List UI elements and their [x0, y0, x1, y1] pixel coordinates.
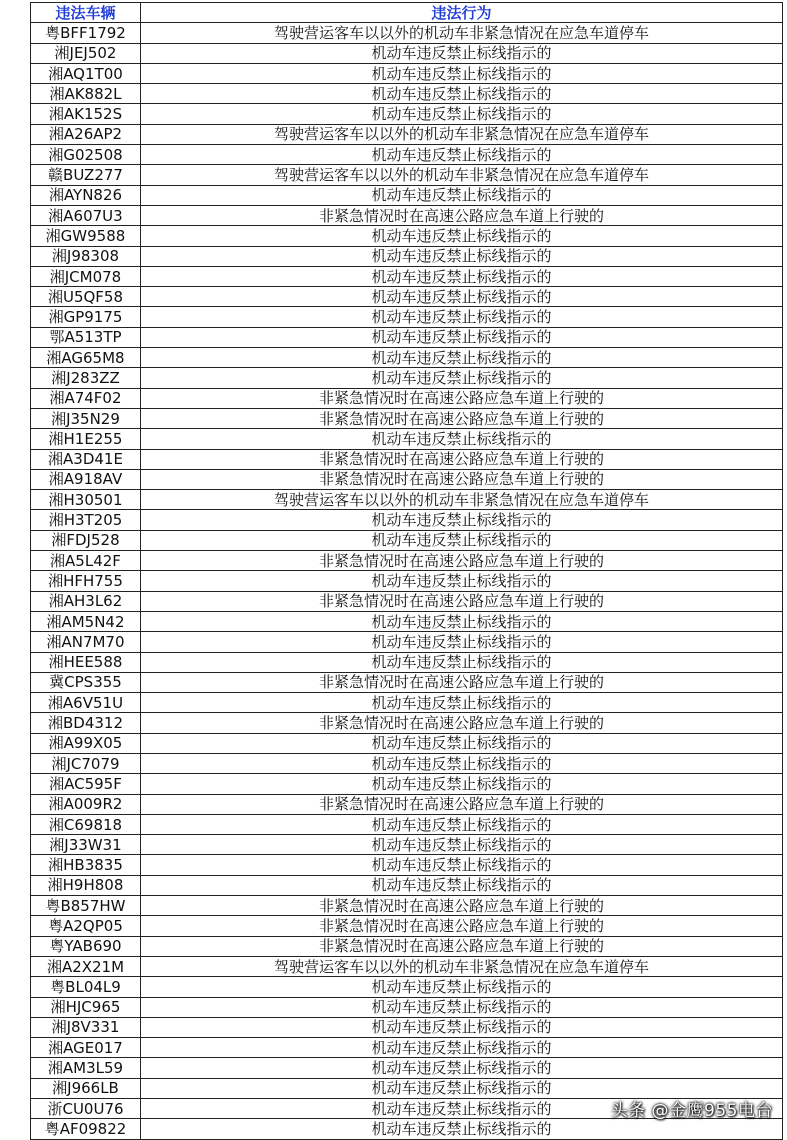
- vehicle-plate-cell: 湘H3T205: [31, 510, 141, 530]
- header-violation: 违法行为: [141, 3, 783, 23]
- table-row: [31, 84, 783, 104]
- vehicle-plate-cell: 湘FDJ528: [31, 530, 141, 550]
- table-row: [31, 1017, 783, 1037]
- table-row: [31, 835, 783, 855]
- vehicle-plate-cell: 湘J966LB: [31, 1078, 141, 1098]
- vehicle-plate-cell: 湘C69818: [31, 814, 141, 834]
- violation-cell: 机动车违反禁止标线指示的: [141, 246, 783, 266]
- table-row: [31, 348, 783, 368]
- table-row: [31, 855, 783, 875]
- table-row: [31, 896, 783, 916]
- violation-cell: 非紧急情况时在高速公路应急车道上行驶的: [141, 794, 783, 814]
- violation-cell: 机动车违反禁止标线指示的: [141, 611, 783, 631]
- header-vehicle: 违法车辆: [31, 3, 141, 23]
- vehicle-plate-cell: 湘HEE588: [31, 652, 141, 672]
- violation-cell: 驾驶营运客车以以外的机动车非紧急情况在应急车道停车: [141, 124, 783, 144]
- table-row: [31, 814, 783, 834]
- table-row: [31, 632, 783, 652]
- table-row: [31, 205, 783, 225]
- violation-cell: 非紧急情况时在高速公路应急车道上行驶的: [141, 936, 783, 956]
- violation-cell: 机动车违反禁止标线指示的: [141, 835, 783, 855]
- violation-cell: 驾驶营运客车以以外的机动车非紧急情况在应急车道停车: [141, 490, 783, 510]
- violation-cell: 机动车违反禁止标线指示的: [141, 774, 783, 794]
- violation-cell: 机动车违反禁止标线指示的: [141, 814, 783, 834]
- violation-cell: 机动车违反禁止标线指示的: [141, 429, 783, 449]
- vehicle-plate-cell: 湘AGE017: [31, 1038, 141, 1058]
- vehicle-plate-cell: 粤AF09822: [31, 1119, 141, 1139]
- table-row: [31, 429, 783, 449]
- violation-cell: 机动车违反禁止标线指示的: [141, 307, 783, 327]
- violation-cell: 机动车违反禁止标线指示的: [141, 368, 783, 388]
- violation-cell: 机动车违反禁止标线指示的: [141, 287, 783, 307]
- vehicle-plate-cell: 湘AK152S: [31, 104, 141, 124]
- violation-cell: 机动车违反禁止标线指示的: [141, 348, 783, 368]
- violation-cell: 机动车违反禁止标线指示的: [141, 875, 783, 895]
- violation-cell: 机动车违反禁止标线指示的: [141, 693, 783, 713]
- vehicle-plate-cell: 湘H9H808: [31, 875, 141, 895]
- table-row: [31, 693, 783, 713]
- violation-cell: 机动车违反禁止标线指示的: [141, 145, 783, 165]
- violation-cell: 机动车违反禁止标线指示的: [141, 1119, 783, 1139]
- table-row: [31, 185, 783, 205]
- violation-cell: 机动车违反禁止标线指示的: [141, 1017, 783, 1037]
- watermark-text: 头条 @金鹰955电台: [610, 1101, 773, 1121]
- table-row: [31, 611, 783, 631]
- table-row: [31, 733, 783, 753]
- table-row: [31, 591, 783, 611]
- vehicle-plate-cell: 粤A2QP05: [31, 916, 141, 936]
- table-row: [31, 875, 783, 895]
- violation-cell: 机动车违反禁止标线指示的: [141, 997, 783, 1017]
- table-row: [31, 774, 783, 794]
- violation-cell: 机动车违反禁止标线指示的: [141, 632, 783, 652]
- vehicle-plate-cell: 湘BD4312: [31, 713, 141, 733]
- violation-cell: 机动车违反禁止标线指示的: [141, 571, 783, 591]
- table-header-row: [31, 3, 783, 23]
- table-row: [31, 1058, 783, 1078]
- violation-cell: 机动车违反禁止标线指示的: [141, 1038, 783, 1058]
- violation-cell: 机动车违反禁止标线指示的: [141, 266, 783, 286]
- violation-cell: 机动车违反禁止标线指示的: [141, 43, 783, 63]
- table-row: [31, 1038, 783, 1058]
- table-row: [31, 287, 783, 307]
- table-row: [31, 408, 783, 428]
- table-row: [31, 469, 783, 489]
- vehicle-plate-cell: 湘A5L42F: [31, 551, 141, 571]
- vehicle-plate-cell: 湘A2X21M: [31, 956, 141, 976]
- table-row: [31, 63, 783, 83]
- vehicle-plate-cell: 湘A74F02: [31, 388, 141, 408]
- table-row: [31, 713, 783, 733]
- vehicle-plate-cell: 湘JEJ502: [31, 43, 141, 63]
- violation-table-container: [30, 2, 782, 1140]
- vehicle-plate-cell: 湘A6V51U: [31, 693, 141, 713]
- violation-cell: 机动车违反禁止标线指示的: [141, 63, 783, 83]
- table-row: [31, 977, 783, 997]
- vehicle-plate-cell: 粤BL04L9: [31, 977, 141, 997]
- vehicle-plate-cell: 湘U5QF58: [31, 287, 141, 307]
- violation-cell: 非紧急情况时在高速公路应急车道上行驶的: [141, 449, 783, 469]
- violation-cell: 非紧急情况时在高速公路应急车道上行驶的: [141, 591, 783, 611]
- vehicle-plate-cell: 湘A918AV: [31, 469, 141, 489]
- table-body: [31, 23, 783, 1139]
- table-row: [31, 530, 783, 550]
- violation-cell: 非紧急情况时在高速公路应急车道上行驶的: [141, 896, 783, 916]
- violation-cell: 机动车违反禁止标线指示的: [141, 652, 783, 672]
- vehicle-plate-cell: 湘AH3L62: [31, 591, 141, 611]
- table-row: [31, 997, 783, 1017]
- violation-cell: 驾驶营运客车以以外的机动车非紧急情况在应急车道停车: [141, 956, 783, 976]
- table-row: [31, 936, 783, 956]
- vehicle-plate-cell: 湘A26AP2: [31, 124, 141, 144]
- table-row: [31, 794, 783, 814]
- table-row: [31, 916, 783, 936]
- table-row: [31, 104, 783, 124]
- violation-cell: 机动车违反禁止标线指示的: [141, 104, 783, 124]
- vehicle-plate-cell: 湘A3D41E: [31, 449, 141, 469]
- violation-cell: 非紧急情况时在高速公路应急车道上行驶的: [141, 551, 783, 571]
- vehicle-plate-cell: 湘J98308: [31, 246, 141, 266]
- table-row: [31, 43, 783, 63]
- vehicle-plate-cell: 湘A009R2: [31, 794, 141, 814]
- vehicle-plate-cell: 湘HFH755: [31, 571, 141, 591]
- vehicle-plate-cell: 湘AQ1T00: [31, 63, 141, 83]
- vehicle-plate-cell: 湘J8V331: [31, 1017, 141, 1037]
- violation-cell: 机动车违反禁止标线指示的: [141, 977, 783, 997]
- vehicle-plate-cell: 湘AC595F: [31, 774, 141, 794]
- vehicle-plate-cell: 湘HB3835: [31, 855, 141, 875]
- violation-cell: 非紧急情况时在高速公路应急车道上行驶的: [141, 388, 783, 408]
- table-row: [31, 307, 783, 327]
- vehicle-plate-cell: 粤B857HW: [31, 896, 141, 916]
- table-row: [31, 753, 783, 773]
- vehicle-plate-cell: 湘H1E255: [31, 429, 141, 449]
- violation-cell: 机动车违反禁止标线指示的: [141, 226, 783, 246]
- vehicle-plate-cell: 湘AYN826: [31, 185, 141, 205]
- table-row: [31, 145, 783, 165]
- vehicle-plate-cell: 湘G02508: [31, 145, 141, 165]
- table-row: [31, 551, 783, 571]
- vehicle-plate-cell: 湘J35N29: [31, 408, 141, 428]
- violation-cell: 机动车违反禁止标线指示的: [141, 1078, 783, 1098]
- vehicle-plate-cell: 粤BFF1792: [31, 23, 141, 43]
- vehicle-plate-cell: 湘GP9175: [31, 307, 141, 327]
- violation-cell: 非紧急情况时在高速公路应急车道上行驶的: [141, 713, 783, 733]
- violation-cell: 非紧急情况时在高速公路应急车道上行驶的: [141, 469, 783, 489]
- violation-cell: 非紧急情况时在高速公路应急车道上行驶的: [141, 408, 783, 428]
- violation-cell: 驾驶营运客车以以外的机动车非紧急情况在应急车道停车: [141, 23, 783, 43]
- violation-cell: 非紧急情况时在高速公路应急车道上行驶的: [141, 916, 783, 936]
- vehicle-plate-cell: 冀CPS355: [31, 672, 141, 692]
- vehicle-plate-cell: 鄂A513TP: [31, 327, 141, 347]
- table-row: [31, 368, 783, 388]
- table-row: [31, 510, 783, 530]
- vehicle-plate-cell: 湘AG65M8: [31, 348, 141, 368]
- vehicle-plate-cell: 湘J283ZZ: [31, 368, 141, 388]
- table-row: [31, 652, 783, 672]
- violation-cell: 非紧急情况时在高速公路应急车道上行驶的: [141, 672, 783, 692]
- violation-cell: 机动车违反禁止标线指示的: [141, 327, 783, 347]
- violation-cell: 机动车违反禁止标线指示的: [141, 753, 783, 773]
- violation-cell: 机动车违反禁止标线指示的: [141, 733, 783, 753]
- table-row: [31, 956, 783, 976]
- vehicle-plate-cell: 湘AN7M70: [31, 632, 141, 652]
- vehicle-plate-cell: 湘A607U3: [31, 205, 141, 225]
- table-row: [31, 124, 783, 144]
- table-row: [31, 388, 783, 408]
- violation-cell: 机动车违反禁止标线指示的: [141, 855, 783, 875]
- table-row: [31, 23, 783, 43]
- vehicle-plate-cell: 湘AK882L: [31, 84, 141, 104]
- table-row: [31, 449, 783, 469]
- violation-cell: 机动车违反禁止标线指示的: [141, 1099, 783, 1119]
- violation-cell: 非紧急情况时在高速公路应急车道上行驶的: [141, 205, 783, 225]
- violation-cell: 驾驶营运客车以以外的机动车非紧急情况在应急车道停车: [141, 165, 783, 185]
- violation-cell: 机动车违反禁止标线指示的: [141, 185, 783, 205]
- vehicle-plate-cell: 湘HJC965: [31, 997, 141, 1017]
- violation-cell: 机动车违反禁止标线指示的: [141, 1058, 783, 1078]
- vehicle-plate-cell: 粤YAB690: [31, 936, 141, 956]
- vehicle-plate-cell: 赣BUZ277: [31, 165, 141, 185]
- violation-cell: 机动车违反禁止标线指示的: [141, 84, 783, 104]
- vehicle-plate-cell: 湘AM3L59: [31, 1058, 141, 1078]
- vehicle-plate-cell: 湘J33W31: [31, 835, 141, 855]
- violation-table: [30, 2, 783, 1140]
- violation-cell: 机动车违反禁止标线指示的: [141, 530, 783, 550]
- table-row: [31, 165, 783, 185]
- vehicle-plate-cell: 湘H30501: [31, 490, 141, 510]
- table-row: [31, 1119, 783, 1139]
- table-row: [31, 226, 783, 246]
- vehicle-plate-cell: 浙CU0U76: [31, 1099, 141, 1119]
- table-row: [31, 327, 783, 347]
- table-row: [31, 266, 783, 286]
- vehicle-plate-cell: 湘AM5N42: [31, 611, 141, 631]
- vehicle-plate-cell: 湘JCM078: [31, 266, 141, 286]
- violation-cell: 机动车违反禁止标线指示的: [141, 510, 783, 530]
- vehicle-plate-cell: 湘JC7079: [31, 753, 141, 773]
- table-row: [31, 672, 783, 692]
- table-row: [31, 571, 783, 591]
- table-row: [31, 246, 783, 266]
- vehicle-plate-cell: 湘A99X05: [31, 733, 141, 753]
- table-row: [31, 490, 783, 510]
- vehicle-plate-cell: 湘GW9588: [31, 226, 141, 246]
